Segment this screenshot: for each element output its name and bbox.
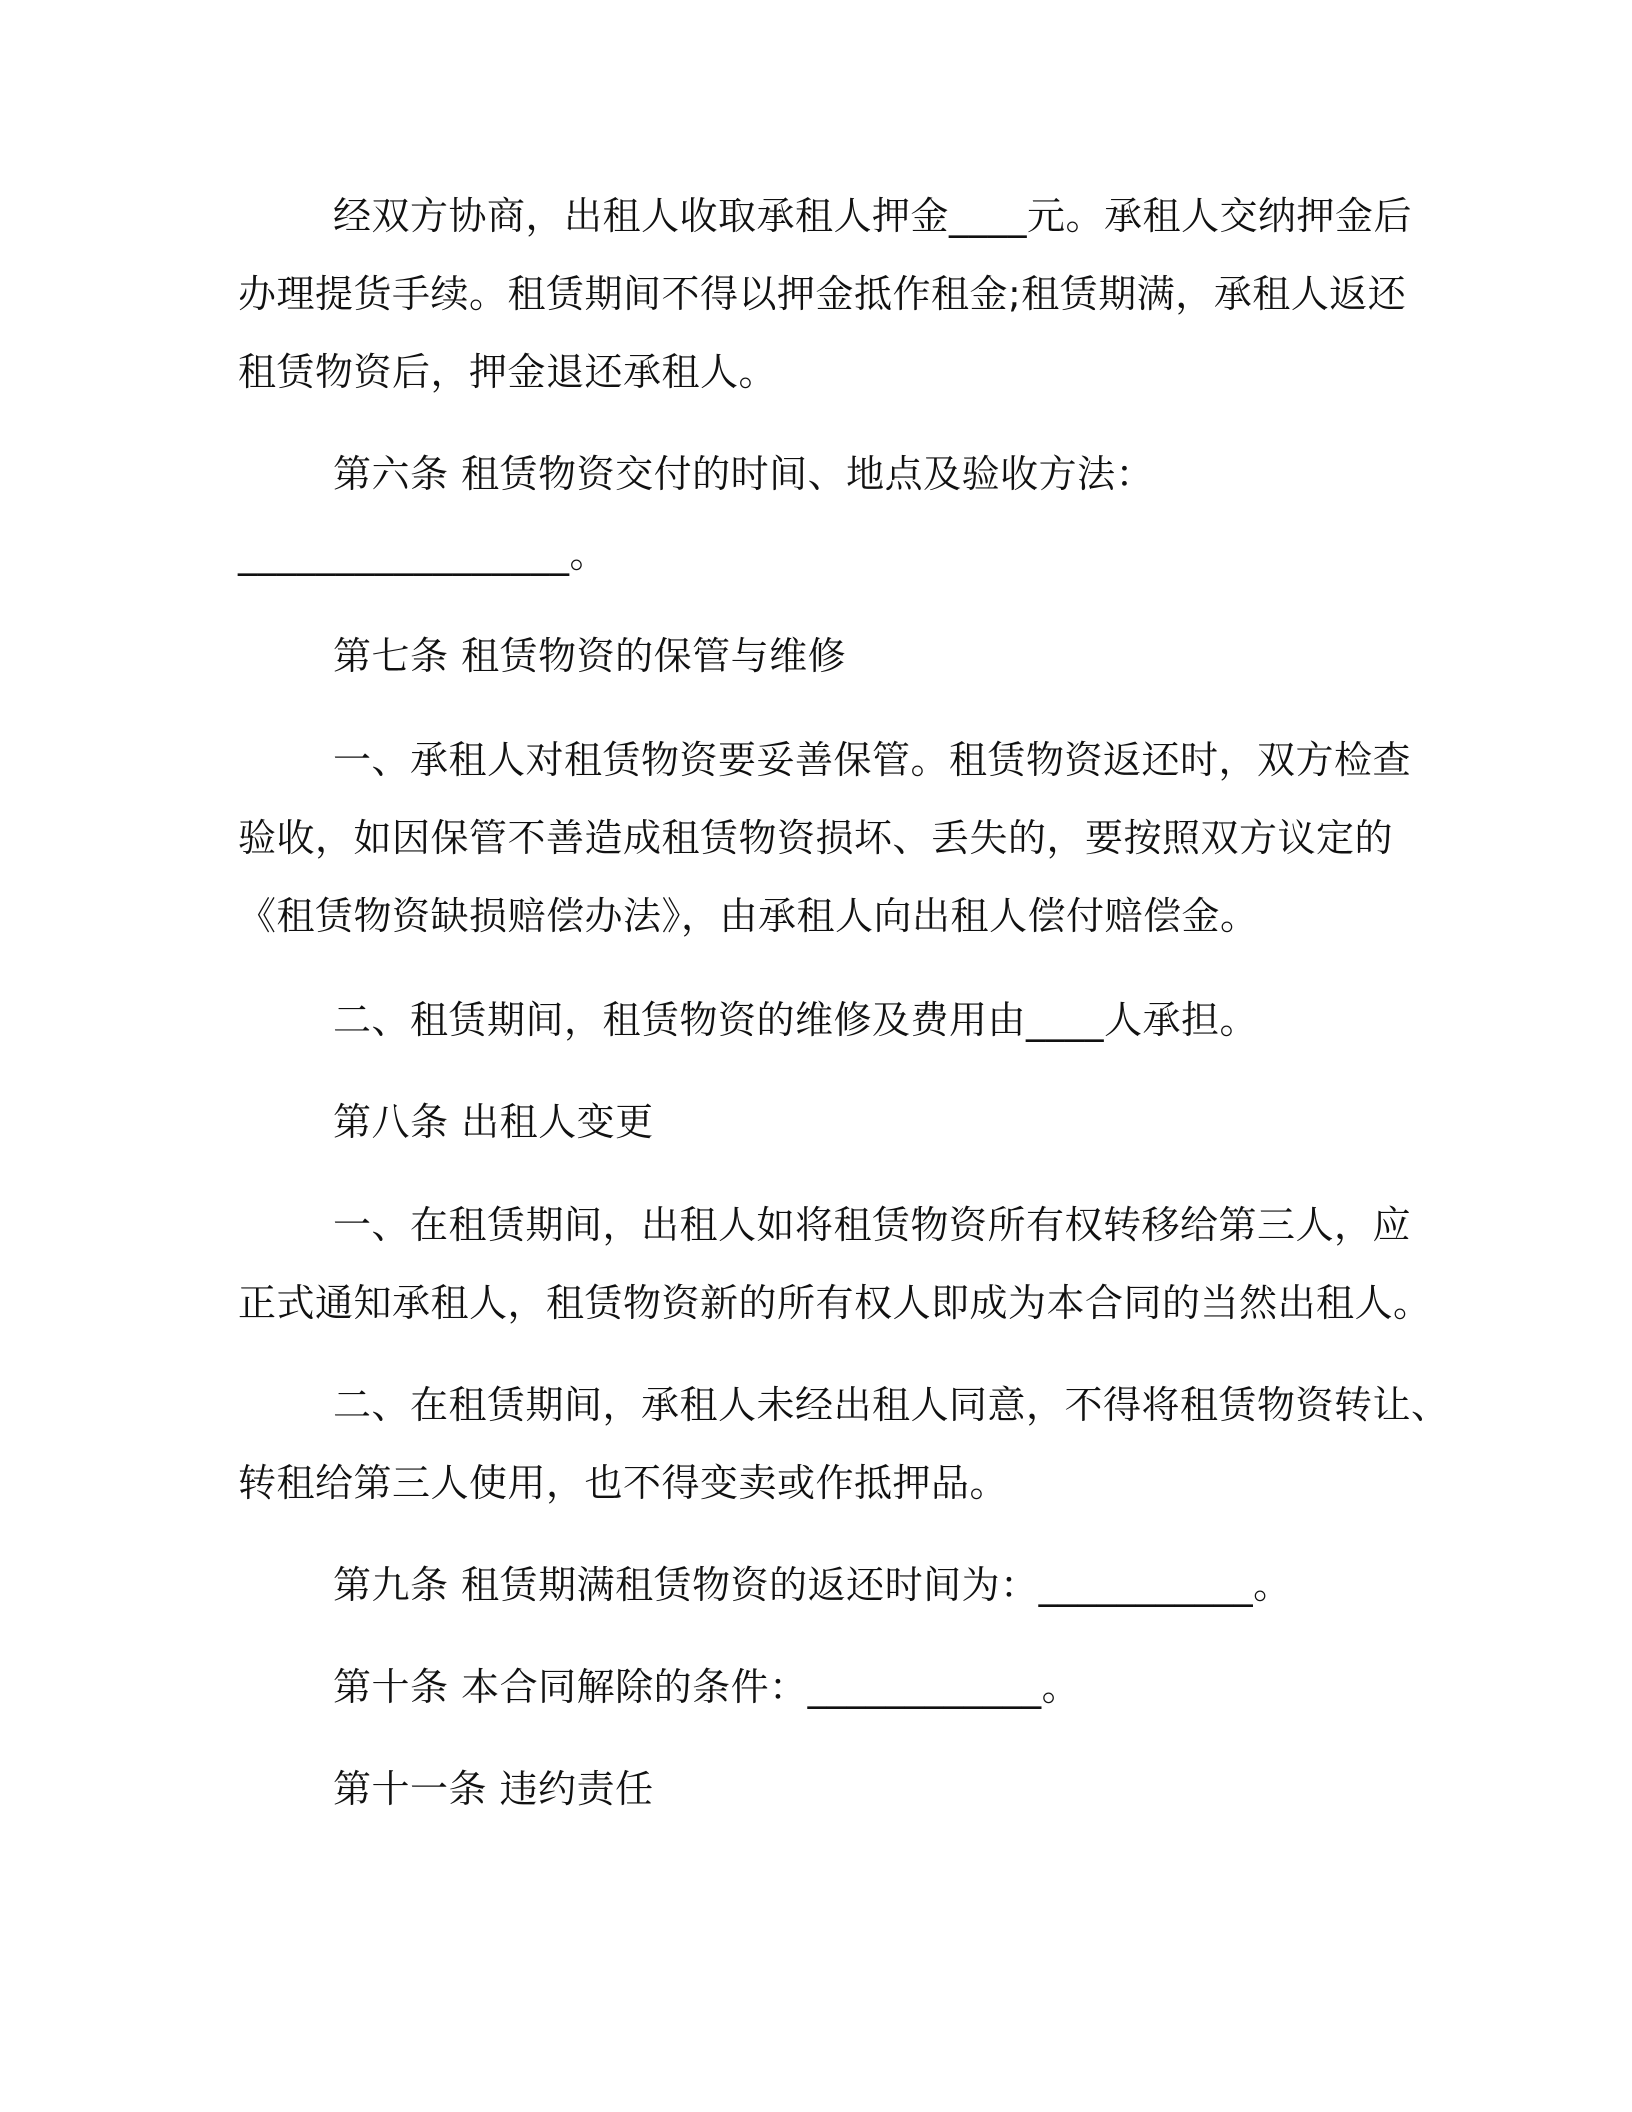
- article-7-clause-2: 二、租赁期间，租赁物资的维修及费用由____人承担。: [333, 998, 1259, 1042]
- article-8-clause-2-line-1: 二、在租赁期间，承租人未经出租人同意，不得将租赁物资转让、: [333, 1383, 1450, 1427]
- article-8-clause-2-line-2: 转租给第三人使用，也不得变卖或作抵押品。: [238, 1461, 1009, 1505]
- article-9: 第九条 租赁期满租赁物资的返还时间为：___________。: [333, 1563, 1292, 1607]
- article-6-blank: _________________。: [238, 532, 609, 576]
- article-8-clause-1-line-2: 正式通知承租人，租赁物资新的所有权人即成为本合同的当然出租人。: [238, 1281, 1432, 1325]
- article-7-heading: 第七条 租赁物资的保管与维修: [333, 634, 847, 678]
- article-10: 第十条 本合同解除的条件：____________。: [333, 1665, 1081, 1709]
- article-7-clause-1-line-3: 《租赁物资缺损赔偿办法》，由承租人向出租人偿付赔偿金。: [238, 894, 1259, 938]
- article-8-heading: 第八条 出租人变更: [333, 1100, 654, 1144]
- article-11-heading: 第十一条 违约责任: [333, 1767, 654, 1811]
- paragraph-deposit-line-2: 办理提货手续。租赁期间不得以押金抵作租金;租赁期满，承租人返还: [238, 272, 1407, 316]
- paragraph-deposit-line-3: 租赁物资后，押金退还承租人。: [238, 350, 778, 394]
- article-7-clause-1-line-1: 一、承租人对租赁物资要妥善保管。租赁物资返还时，双方检查: [333, 738, 1412, 782]
- article-6-heading: 第六条 租赁物资交付的时间、地点及验收方法：: [333, 452, 1155, 496]
- paragraph-deposit-line-1: 经双方协商，出租人收取承租人押金____元。承租人交纳押金后: [333, 194, 1413, 238]
- article-8-clause-1-line-1: 一、在租赁期间，出租人如将租赁物资所有权转移给第三人，应: [333, 1203, 1412, 1247]
- article-7-clause-1-line-2: 验收，如因保管不善造成租赁物资损坏、丢失的，要按照双方议定的: [238, 816, 1394, 860]
